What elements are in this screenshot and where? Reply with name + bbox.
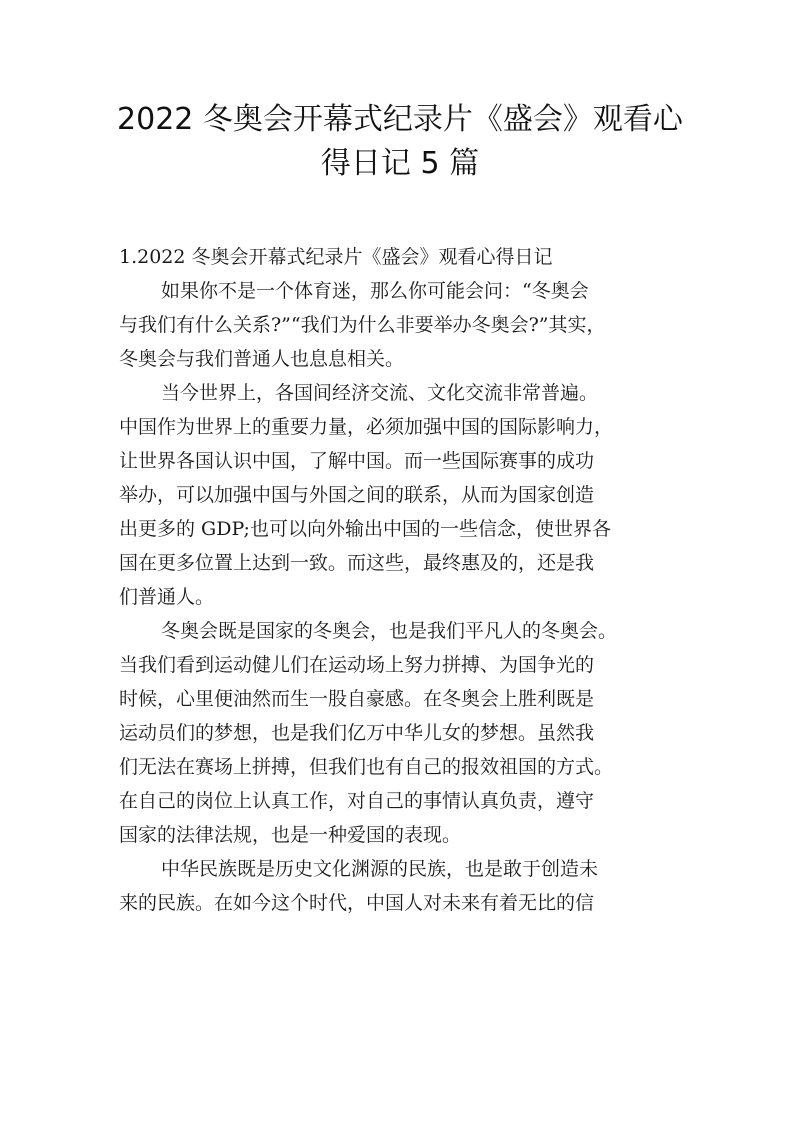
body-line: 时候，心里便油然而生一股自豪感。在冬奥会上胜利既是: [119, 688, 595, 710]
body-line: 们无法在赛场上拼搏，但我们也有自己的报效祖国的方式。: [119, 756, 614, 778]
body-line: 如果你不是一个体育迷，那么你可能会问：“冬奥会: [161, 280, 589, 302]
body-line: 们普通人。: [119, 586, 215, 608]
body-line: 让世界各国认识中国，了解中国。而一些国际赛事的成功: [119, 450, 595, 472]
body-line: 来的民族。在如今这个时代，中国人对未来有着无比的信: [119, 892, 595, 914]
body-line: 冬奥会与我们普通人也息息相关。: [119, 348, 405, 370]
body-line: 在自己的岗位上认真工作，对自己的事情认真负责，遵守: [119, 790, 595, 812]
body-line: 与我们有什么关系?”“我们为什么非要举办冬奥会?”其实，: [119, 314, 606, 336]
body-line: 中国作为世界上的重要力量，必须加强中国的国际影响力，: [119, 416, 614, 438]
body-line: 中华民族既是历史文化渊源的民族，也是敢于创造未: [161, 858, 599, 880]
body-line: 举办，可以加强中国与外国之间的联系，从而为国家创造: [119, 484, 595, 506]
body-line: 当今世界上，各国间经济交流、文化交流非常普遍。: [161, 382, 599, 404]
body-line: 冬奥会既是国家的冬奥会，也是我们平凡人的冬奥会。: [161, 620, 618, 642]
title-line-2: 得日记 5 篇: [320, 146, 480, 181]
body-line: 国家的法律法规，也是一种爱国的表现。: [119, 824, 462, 846]
section-heading: 1.2022 冬奥会开幕式纪录片《盛会》观看心得日记: [119, 246, 553, 268]
title-line-1: 2022 冬奥会开幕式纪录片《盛会》观看心: [117, 102, 683, 137]
document-body: [119, 240, 679, 920]
document-title: [100, 98, 700, 186]
body-line: 出更多的 GDP;也可以向外输出中国的一些信念，使世界各: [119, 518, 611, 540]
body-line: 当我们看到运动健儿们在运动场上努力拼搏、为国争光的: [119, 654, 595, 676]
body-line: 国在更多位置上达到一致。而这些，最终惠及的，还是我: [119, 552, 595, 574]
body-line: 运动员们的梦想，也是我们亿万中华儿女的梦想。虽然我: [119, 722, 595, 744]
